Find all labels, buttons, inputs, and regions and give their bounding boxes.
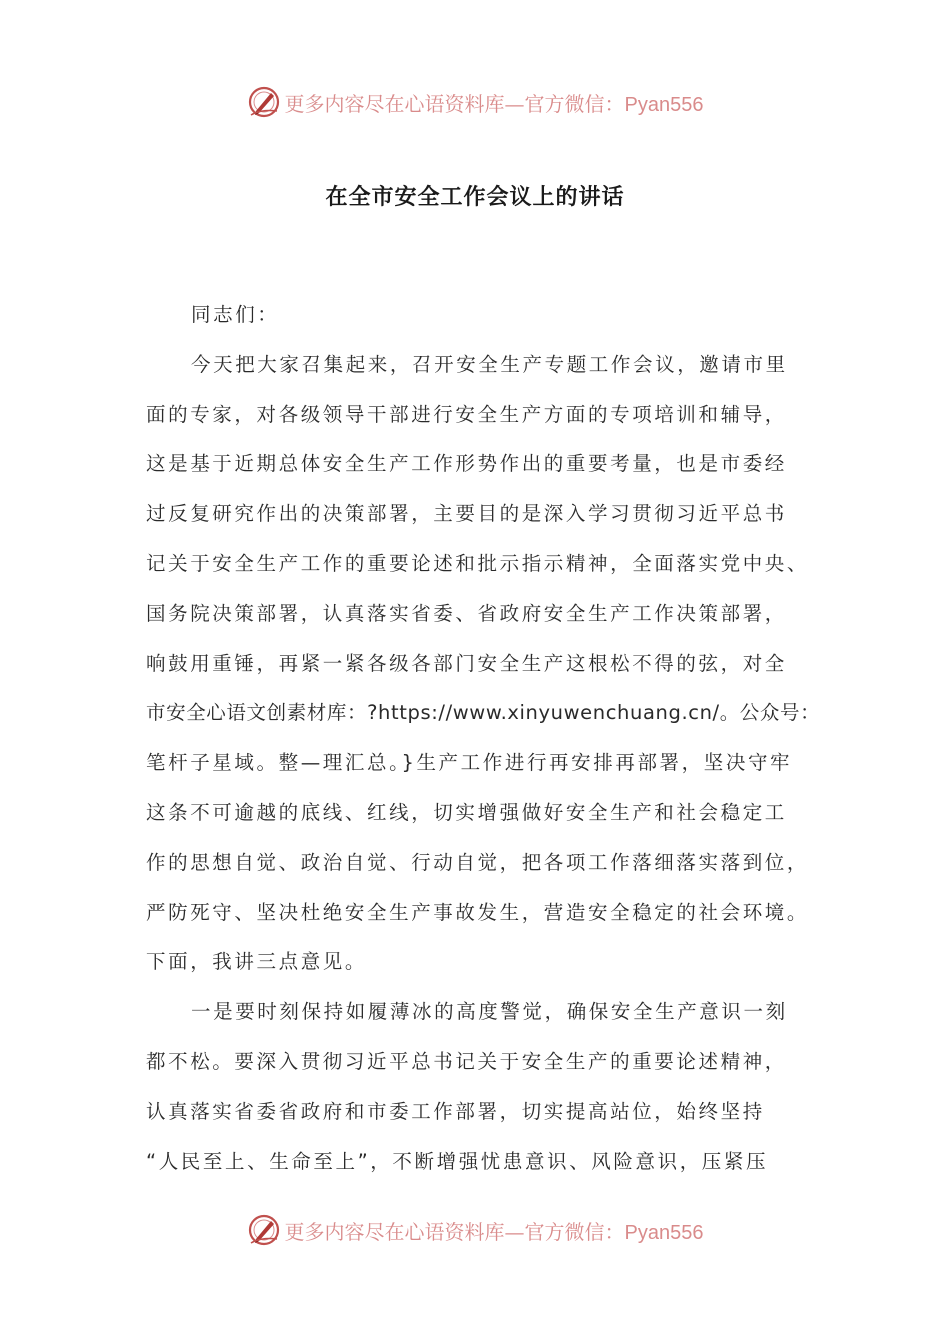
paragraph-line: 响鼓用重锤，再紧一紧各级各部门安全生产这根松不得的弦，对全 <box>146 651 787 675</box>
watermark-text <box>285 88 704 117</box>
paragraph-line: 面的专家，对各级领导干部进行安全生产方面的专项培训和辅导， <box>146 402 787 426</box>
watermark-label: 更多内容尽在心语资料库—官方微信： <box>284 1219 625 1244</box>
pen-logo-icon <box>247 1213 281 1247</box>
document-body <box>146 290 822 1186</box>
paragraph-line: 同志们： <box>191 303 280 326</box>
paragraph-line: 过反复研究作出的决策部署，主要目的是深入学习贯彻习近平总书 <box>146 502 787 526</box>
watermark-wechat-id: Pyan556 <box>624 1221 704 1244</box>
paragraph-line: 都不松。要深入贯彻习近平总书记关于安全生产的重要论述精神， <box>146 1049 787 1073</box>
paragraph-line: 严防死守、坚决杜绝安全生产事故发生，营造安全稳定的社会环境。 <box>146 900 810 924</box>
paragraph-line: 这是基于近期总体安全生产工作形势作出的重要考量，也是市委经 <box>146 452 787 476</box>
watermark-wechat-id: Pyan556 <box>624 93 704 116</box>
paragraph-line: 作的思想自觉、政治自觉、行动自觉，把各项工作落细落实落到位， <box>146 850 810 874</box>
document-title: 在全市安全工作会议上的讲话 <box>325 185 625 210</box>
paragraph-line: “人民至上、生命至上”，不断增强忧患意识、风险意识，压紧压 <box>146 1149 769 1173</box>
paragraph-line: 市安全心语文创素材库：?https://www.xinyuwenchuang.cn/。公众号： <box>146 701 821 725</box>
paragraph-line: 记关于安全生产工作的重要论述和批示指示精神，全面落实党中央、 <box>146 551 810 575</box>
paragraph-line: 今天把大家召集起来，召开安全生产专题工作会议，邀请市里 <box>191 352 788 376</box>
header-watermark <box>0 82 950 122</box>
watermark-label: 更多内容尽在心语资料库—官方微信： <box>284 91 625 116</box>
paragraph-line: 下面，我讲三点意见。 <box>146 950 368 974</box>
paragraph-line: 笔杆子星域。整—理汇总。}生产工作进行再安排再部署，坚决守牢 <box>146 751 793 775</box>
paragraph-line: 一是要时刻保持如履薄冰的高度警觉，确保安全生产意识一刻 <box>191 1000 788 1024</box>
paragraph-line: 国务院决策部署，认真落实省委、省政府安全生产工作决策部署， <box>146 601 787 625</box>
paragraph-line: 这条不可逾越的底线、红线，切实增强做好安全生产和社会稳定工 <box>146 800 787 824</box>
watermark-text <box>285 1216 704 1245</box>
footer-watermark <box>0 1210 950 1250</box>
pen-logo-icon <box>247 85 281 119</box>
paragraph-line: 认真落实省委省政府和市委工作部署，切实提高站位，始终坚持 <box>146 1099 765 1123</box>
